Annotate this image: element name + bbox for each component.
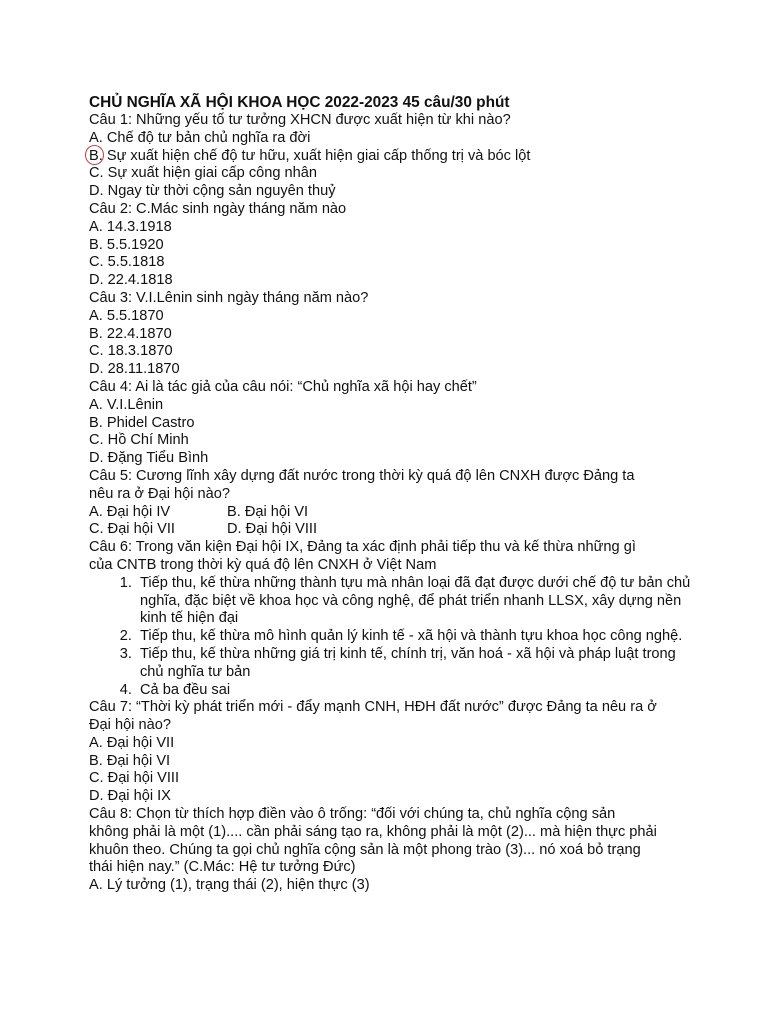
q5-options-row-1 [89, 504, 699, 522]
q7-option-c: C. Đại hội VIII [89, 770, 180, 787]
q6-item-2: 2. Tiếp thu, kế thừa mô hình quản lý kinh tế - xã hội và thành tựu khoa học công nghệ. [136, 628, 699, 646]
q1-option-d: D. Ngay từ thời cộng sản nguyên thuỷ [89, 183, 336, 200]
q6-item-4: 4. Cả ba đều sai [136, 682, 699, 700]
question-1: Câu 1: Những yếu tố tư tưởng XHCN được xuất hiện từ khi nào? [89, 112, 511, 128]
q1-option-a: A. Chế độ tư bản chủ nghĩa ra đời [89, 129, 311, 146]
q7-option-d: D. Đại hội IX [89, 788, 171, 805]
question-7-line-1: Câu 7: “Thời kỳ phát triển mới - đẩy mạnh CNH, HĐH đất nước” được Đảng ta nêu ra ở [89, 699, 657, 716]
question-8-line-1: Câu 8: Chọn từ thích hợp điền vào ô trống: “đối với chúng ta, chủ nghĩa cộng sản [89, 806, 616, 823]
q3-option-c: C. 18.3.1870 [89, 343, 173, 360]
q7-option-a: A. Đại hội VII [89, 734, 175, 751]
q5-option-d: D. Đại hội VIII [227, 521, 318, 538]
document-title: CHỦ NGHĨA XÃ HỘI KHOA HỌC 2022-2023 45 câu/30 phút [89, 94, 510, 111]
q2-option-a: A. 14.3.1918 [89, 218, 172, 235]
q3-option-b: B. 22.4.1870 [89, 325, 172, 342]
question-6-line-2: của CNTB trong thời kỳ quá độ lên CNXH ở Việt Nam [89, 556, 437, 573]
q4-option-b: B. Phidel Castro [89, 414, 195, 431]
q5-option-b: B. Đại hội VI [227, 503, 309, 520]
q2-option-d: D. 22.4.1818 [89, 272, 173, 289]
question-5-line-1: Câu 5: Cương lĩnh xây dựng đất nước trong thời kỳ quá độ lên CNXH được Đảng ta [89, 467, 635, 484]
q4-option-d: D. Đặng Tiểu Bình [89, 450, 209, 467]
q4-option-c: C. Hồ Chí Minh [89, 432, 189, 449]
question-2: Câu 2: C.Mác sinh ngày tháng năm nào [89, 200, 347, 217]
question-5-line-2: nêu ra ở Đại hội nào? [89, 485, 231, 502]
document-content [89, 93, 699, 895]
question-7-line-2: Đại hội nào? [89, 717, 171, 734]
question-8-line-3: khuôn theo. Chúng ta gọi chủ nghĩa cộng sản là một phong trào (3)... nó xoá bỏ trạng [89, 841, 641, 858]
q7-option-b: B. Đại hội VI [89, 752, 171, 769]
question-4: Câu 4: Ai là tác giả của câu nói: “Chủ nghĩa xã hội hay chết” [89, 378, 477, 395]
q2-option-c: C. 5.5.1818 [89, 254, 165, 271]
q6-item-1: 1. Tiếp thu, kế thừa những thành tựu mà nhân loại đã đạt được dưới chế độ tư bản chủ nghĩa, đặc biệt về khoa học và công nghệ, để phát triển nhanh LLSX, xây dựng nền kinh tế hiện đại [136, 575, 699, 628]
q4-option-a: A. V.I.Lênin [89, 396, 164, 413]
q1-option-c: C. Sự xuất hiện giai cấp công nhân [89, 165, 318, 182]
q1-option-b [89, 148, 699, 166]
q2-option-b: B. 5.5.1920 [89, 236, 164, 253]
q5-option-a: A. Đại hội IV [89, 503, 171, 520]
q6-numbered-list [89, 575, 699, 700]
q3-option-d: D. 28.11.1870 [89, 361, 180, 378]
q8-option-a: A. Lý tưởng (1), trạng thái (2), hiện thực (3) [89, 877, 370, 894]
question-6-line-1: Câu 6: Trong văn kiện Đại hội IX, Đảng ta xác định phải tiếp thu và kế thừa những gì [89, 539, 636, 556]
q1-option-b-text: . Sự xuất hiện chế độ tư hữu, xuất hiện giai cấp thống trị và bóc lột [98, 147, 531, 164]
answer-circle-mark [85, 145, 104, 165]
q6-item-3: 3. Tiếp thu, kế thừa những giá trị kinh tế, chính trị, văn hoá - xã hội và pháp luật trong chủ nghĩa tư bản [136, 646, 699, 682]
q3-option-a: A. 5.5.1870 [89, 307, 164, 324]
q1-option-b-letter: B [89, 148, 99, 164]
q5-option-c: C. Đại hội VII [89, 521, 175, 538]
question-3: Câu 3: V.I.Lênin sinh ngày tháng năm nào? [89, 289, 369, 306]
q5-options-row-2 [89, 521, 699, 539]
question-8-line-2: không phải là một (1).... cần phải sáng tạo ra, không phải là một (2)... mà hiện thực phải [89, 823, 657, 840]
question-8-line-4: thái hiện nay.” (C.Mác: Hệ tư tưởng Đức) [89, 859, 356, 876]
